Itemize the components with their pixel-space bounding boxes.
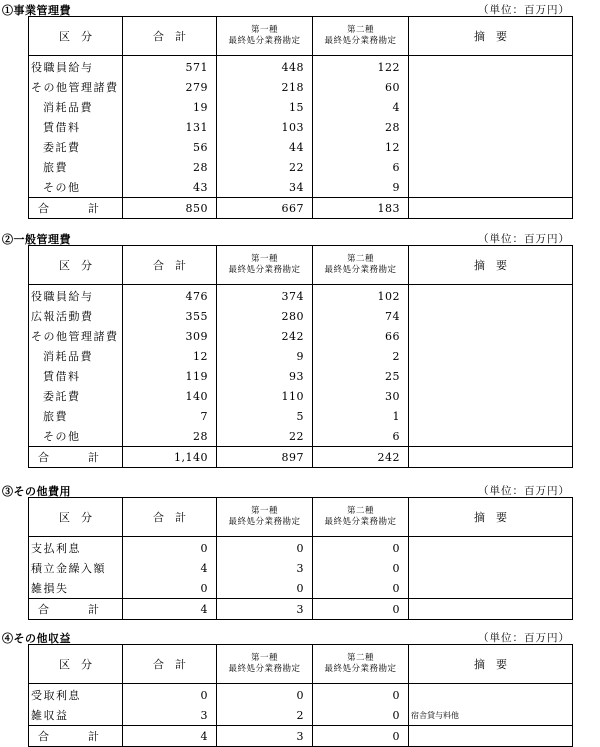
row-label: 賃借料 xyxy=(29,366,123,386)
table-row xyxy=(29,177,573,198)
row-type2: 1 xyxy=(313,406,409,426)
total-type1: 3 xyxy=(217,726,313,747)
table-row xyxy=(29,77,573,97)
total-label: 合 計 xyxy=(29,447,123,468)
table-row xyxy=(29,137,573,157)
total-type1: 667 xyxy=(217,198,313,219)
header-type1-line1: 第一種 xyxy=(250,506,278,516)
total-sum: 4 xyxy=(123,726,217,747)
row-type2: 0 xyxy=(313,705,409,726)
header-type2-line2: 最終処分業務勘定 xyxy=(324,265,397,275)
row-type1: 103 xyxy=(217,117,313,137)
table-row xyxy=(29,97,573,117)
row-note xyxy=(409,684,573,706)
total-type2: 242 xyxy=(313,447,409,468)
table-row xyxy=(29,306,573,326)
header-type1-line2: 最終処分業務勘定 xyxy=(228,517,301,527)
table-row xyxy=(29,117,573,137)
row-type2: 102 xyxy=(313,285,409,307)
row-type1: 22 xyxy=(217,426,313,447)
row-label: その他 xyxy=(29,426,123,447)
expense-section xyxy=(0,481,600,616)
row-label: 広報活動費 xyxy=(29,306,123,326)
unit-label: （単位：百万円） xyxy=(478,485,570,497)
header-note: 摘 要 xyxy=(409,246,573,285)
header-type1-line2: 最終処分業務勘定 xyxy=(228,265,301,275)
row-total: 3 xyxy=(123,705,217,726)
row-type2: 2 xyxy=(313,346,409,366)
row-total: 56 xyxy=(123,137,217,157)
expense-section xyxy=(0,0,600,215)
row-note xyxy=(409,558,573,578)
row-note: 宿舎貸与料他 xyxy=(409,705,573,726)
total-row xyxy=(29,599,573,620)
row-label: 委託費 xyxy=(29,137,123,157)
row-type1: 34 xyxy=(217,177,313,198)
row-note xyxy=(409,386,573,406)
row-type1: 9 xyxy=(217,346,313,366)
total-row xyxy=(29,726,573,747)
row-total: 476 xyxy=(123,285,217,307)
total-label: 合 計 xyxy=(29,198,123,219)
table-row xyxy=(29,406,573,426)
row-total: 19 xyxy=(123,97,217,117)
table-row xyxy=(29,326,573,346)
row-type2: 6 xyxy=(313,426,409,447)
row-type1: 110 xyxy=(217,386,313,406)
row-label: 雑収益 xyxy=(29,705,123,726)
table-row xyxy=(29,705,573,726)
row-label: 役職員給与 xyxy=(29,56,123,78)
row-type2: 0 xyxy=(313,578,409,599)
header-type2 xyxy=(313,498,409,537)
expense-table xyxy=(28,16,573,219)
header-type2-line1: 第二種 xyxy=(346,254,374,264)
header-type1-line2: 最終処分業務勘定 xyxy=(228,664,301,674)
row-total: 279 xyxy=(123,77,217,97)
total-type2: 183 xyxy=(313,198,409,219)
row-type1: 0 xyxy=(217,537,313,559)
table-row xyxy=(29,157,573,177)
total-type2: 0 xyxy=(313,726,409,747)
header-type2-line1: 第二種 xyxy=(346,506,374,516)
row-type1: 242 xyxy=(217,326,313,346)
row-note xyxy=(409,157,573,177)
row-label: 支払利息 xyxy=(29,537,123,559)
table-row xyxy=(29,426,573,447)
row-label: 消耗品費 xyxy=(29,97,123,117)
row-note xyxy=(409,326,573,346)
row-type1: 15 xyxy=(217,97,313,117)
row-type2: 0 xyxy=(313,684,409,706)
header-note: 摘 要 xyxy=(409,17,573,56)
header-type1 xyxy=(217,246,313,285)
total-sum: 1,140 xyxy=(123,447,217,468)
row-total: 0 xyxy=(123,578,217,599)
expense-section xyxy=(0,628,600,743)
row-total: 7 xyxy=(123,406,217,426)
row-note xyxy=(409,117,573,137)
row-note xyxy=(409,177,573,198)
row-note xyxy=(409,346,573,366)
row-type1: 3 xyxy=(217,558,313,578)
table-row xyxy=(29,56,573,78)
total-note xyxy=(409,726,573,747)
table-row xyxy=(29,578,573,599)
row-total: 28 xyxy=(123,426,217,447)
header-type2-line2: 最終処分業務勘定 xyxy=(324,517,397,527)
table-row xyxy=(29,684,573,706)
header-category: 区 分 xyxy=(29,246,123,285)
row-type2: 0 xyxy=(313,558,409,578)
table-row xyxy=(29,558,573,578)
row-note xyxy=(409,578,573,599)
table-row xyxy=(29,346,573,366)
row-type2: 12 xyxy=(313,137,409,157)
row-type2: 66 xyxy=(313,326,409,346)
expense-table xyxy=(28,245,573,468)
header-category: 区 分 xyxy=(29,17,123,56)
row-note xyxy=(409,426,573,447)
row-label: その他管理諸費 xyxy=(29,326,123,346)
row-label: 消耗品費 xyxy=(29,346,123,366)
row-label: その他 xyxy=(29,177,123,198)
header-type1-line1: 第一種 xyxy=(250,653,278,663)
total-type1: 3 xyxy=(217,599,313,620)
row-note xyxy=(409,137,573,157)
row-note xyxy=(409,77,573,97)
total-note xyxy=(409,599,573,620)
header-type1 xyxy=(217,645,313,684)
row-note xyxy=(409,406,573,426)
row-note xyxy=(409,56,573,78)
table-row xyxy=(29,366,573,386)
row-total: 131 xyxy=(123,117,217,137)
header-category: 区 分 xyxy=(29,498,123,537)
header-type1 xyxy=(217,498,313,537)
row-type1: 44 xyxy=(217,137,313,157)
row-type2: 74 xyxy=(313,306,409,326)
total-row xyxy=(29,198,573,219)
row-label: 旅費 xyxy=(29,157,123,177)
header-type2-line2: 最終処分業務勘定 xyxy=(324,664,397,674)
row-type2: 25 xyxy=(313,366,409,386)
row-type2: 4 xyxy=(313,97,409,117)
row-type1: 218 xyxy=(217,77,313,97)
row-total: 309 xyxy=(123,326,217,346)
row-total: 355 xyxy=(123,306,217,326)
row-type2: 9 xyxy=(313,177,409,198)
header-type1-line1: 第一種 xyxy=(250,254,278,264)
row-type2: 30 xyxy=(313,386,409,406)
header-type1-line2: 最終処分業務勘定 xyxy=(228,36,301,46)
section-title: ④その他収益 xyxy=(2,632,71,645)
row-type2: 0 xyxy=(313,537,409,559)
row-total: 140 xyxy=(123,386,217,406)
total-label: 合 計 xyxy=(29,726,123,747)
row-type2: 28 xyxy=(313,117,409,137)
total-row xyxy=(29,447,573,468)
row-type1: 22 xyxy=(217,157,313,177)
unit-label: （単位：百万円） xyxy=(478,4,570,16)
total-type1: 897 xyxy=(217,447,313,468)
header-type2 xyxy=(313,645,409,684)
header-type2 xyxy=(313,17,409,56)
header-total: 合 計 xyxy=(123,498,217,537)
row-type1: 374 xyxy=(217,285,313,307)
row-total: 43 xyxy=(123,177,217,198)
total-sum: 850 xyxy=(123,198,217,219)
total-type2: 0 xyxy=(313,599,409,620)
section-title: ②一般管理費 xyxy=(2,233,71,246)
expense-table xyxy=(28,497,573,620)
header-row xyxy=(29,17,573,56)
header-total: 合 計 xyxy=(123,17,217,56)
row-note xyxy=(409,537,573,559)
row-total: 4 xyxy=(123,558,217,578)
table-row xyxy=(29,537,573,559)
total-note xyxy=(409,198,573,219)
header-category: 区 分 xyxy=(29,645,123,684)
row-type1: 448 xyxy=(217,56,313,78)
row-label: 旅費 xyxy=(29,406,123,426)
row-total: 12 xyxy=(123,346,217,366)
header-type2-line1: 第二種 xyxy=(346,25,374,35)
total-label: 合 計 xyxy=(29,599,123,620)
header-total: 合 計 xyxy=(123,246,217,285)
unit-label: （単位：百万円） xyxy=(478,233,570,245)
header-type1-line1: 第一種 xyxy=(250,25,278,35)
row-label: 積立金繰入額 xyxy=(29,558,123,578)
row-type2: 122 xyxy=(313,56,409,78)
header-note: 摘 要 xyxy=(409,645,573,684)
header-type1 xyxy=(217,17,313,56)
unit-label: （単位：百万円） xyxy=(478,632,570,644)
header-note: 摘 要 xyxy=(409,498,573,537)
row-total: 0 xyxy=(123,684,217,706)
row-type1: 0 xyxy=(217,684,313,706)
row-type1: 280 xyxy=(217,306,313,326)
row-type2: 60 xyxy=(313,77,409,97)
header-total: 合 計 xyxy=(123,645,217,684)
row-label: 役職員給与 xyxy=(29,285,123,307)
row-type1: 2 xyxy=(217,705,313,726)
header-row xyxy=(29,645,573,684)
row-type2: 6 xyxy=(313,157,409,177)
row-type1: 93 xyxy=(217,366,313,386)
table-row xyxy=(29,285,573,307)
row-type1: 0 xyxy=(217,578,313,599)
header-row xyxy=(29,246,573,285)
total-sum: 4 xyxy=(123,599,217,620)
row-label: その他管理諸費 xyxy=(29,77,123,97)
row-total: 119 xyxy=(123,366,217,386)
row-type1: 5 xyxy=(217,406,313,426)
header-row xyxy=(29,498,573,537)
table-row xyxy=(29,386,573,406)
section-title: ①事業管理費 xyxy=(2,4,71,17)
row-note xyxy=(409,285,573,307)
row-note xyxy=(409,366,573,386)
row-label: 賃借料 xyxy=(29,117,123,137)
row-label: 受取利息 xyxy=(29,684,123,706)
row-note xyxy=(409,97,573,117)
total-note xyxy=(409,447,573,468)
section-title: ③その他費用 xyxy=(2,485,71,498)
row-label: 委託費 xyxy=(29,386,123,406)
row-total: 28 xyxy=(123,157,217,177)
header-type2-line2: 最終処分業務勘定 xyxy=(324,36,397,46)
header-type2-line1: 第二種 xyxy=(346,653,374,663)
expense-section xyxy=(0,229,600,464)
row-total: 571 xyxy=(123,56,217,78)
row-note xyxy=(409,306,573,326)
row-total: 0 xyxy=(123,537,217,559)
row-label: 雑損失 xyxy=(29,578,123,599)
header-type2 xyxy=(313,246,409,285)
expense-table xyxy=(28,644,573,747)
